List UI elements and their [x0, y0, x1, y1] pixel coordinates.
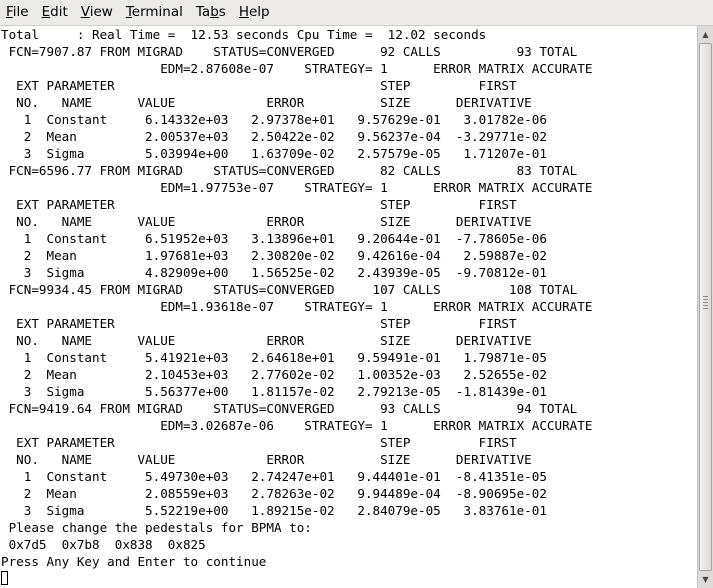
terminal-line: FCN=9419.64 FROM MIGRAD STATUS=CONVERGED 93 CALLS 94 TOTAL: [1, 401, 578, 416]
terminal-line: FCN=9934.45 FROM MIGRAD STATUS=CONVERGED 107 CALLS 108 TOTAL: [1, 282, 578, 297]
terminal-line: 2 Mean 2.10453e+03 2.77602e-02 1.00352e-03 2.52655e-02: [1, 367, 547, 382]
terminal-line: 3 Sigma 5.52219e+00 1.89215e-02 2.84079e-05 3.83761e-01: [1, 503, 547, 518]
terminal-line: 3 Sigma 4.82909e+00 1.56525e-02 2.43939e-05 -9.70812e-01: [1, 265, 547, 280]
menu-terminal[interactable]: Terminal: [125, 4, 183, 20]
terminal-line: NO. NAME VALUE ERROR SIZE DERIVATIVE: [1, 214, 532, 229]
terminal-line: EXT PARAMETER STEP FIRST: [1, 316, 517, 331]
terminal-line: NO. NAME VALUE ERROR SIZE DERIVATIVE: [1, 333, 532, 348]
text-cursor: [1, 571, 8, 585]
scrollbar-grip-icon: [703, 296, 708, 310]
terminal-line: NO. NAME VALUE ERROR SIZE DERIVATIVE: [1, 95, 532, 110]
terminal-line: 1 Constant 6.14332e+03 2.97378e+01 9.57629e-01 3.01782e-06: [1, 112, 547, 127]
terminal-line: Please change the pedestals for BPMA to:: [1, 520, 312, 535]
terminal-line: Press Any Key and Enter to continue: [1, 554, 267, 569]
terminal-line: 2 Mean 2.08559e+03 2.78263e-02 9.94489e-04 -8.90695e-02: [1, 486, 547, 501]
terminal-output[interactable]: [0, 26, 697, 588]
terminal-line: FCN=7907.87 FROM MIGRAD STATUS=CONVERGED 92 CALLS 93 TOTAL: [1, 44, 578, 59]
terminal-line: EDM=2.87608e-07 STRATEGY= 1 ERROR MATRIX ACCURATE: [1, 61, 593, 76]
menu-edit[interactable]: Edit: [41, 4, 68, 20]
vertical-scrollbar[interactable]: [697, 26, 713, 588]
prompt-line: [1, 570, 592, 587]
terminal-line: 0x7d5 0x7b8 0x838 0x825: [1, 537, 206, 552]
terminal-line: EXT PARAMETER STEP FIRST: [1, 78, 517, 93]
menu-tabs[interactable]: Tabs: [195, 4, 226, 20]
terminal-line: 2 Mean 1.97681e+03 2.30820e-02 9.42616e-04 2.59887e-02: [1, 248, 547, 263]
terminal-text: [1, 26, 592, 587]
terminal-line: EDM=3.02687e-06 STRATEGY= 1 ERROR MATRIX ACCURATE: [1, 418, 593, 433]
terminal-line: NO. NAME VALUE ERROR SIZE DERIVATIVE: [1, 452, 532, 467]
terminal-line: FCN=6596.77 FROM MIGRAD STATUS=CONVERGED 82 CALLS 83 TOTAL: [1, 163, 578, 178]
terminal-line: Total : Real Time = 12.53 seconds Cpu Time = 12.02 seconds: [1, 27, 487, 42]
scroll-up-arrow-icon[interactable]: ▲: [702, 30, 709, 39]
terminal-line: 3 Sigma 5.03994e+00 1.63709e-02 2.57579e-05 1.71207e-01: [1, 146, 547, 161]
terminal-line: EDM=1.93618e-07 STRATEGY= 1 ERROR MATRIX ACCURATE: [1, 299, 593, 314]
menu-view[interactable]: View: [80, 4, 113, 20]
terminal-line: 3 Sigma 5.56377e+00 1.81157e-02 2.79213e-05 -1.81439e-01: [1, 384, 547, 399]
scrollbar-thumb[interactable]: [699, 43, 712, 571]
terminal-line: 1 Constant 6.51952e+03 3.13896e+01 9.20644e-01 -7.78605e-06: [1, 231, 547, 246]
terminal-line: EXT PARAMETER STEP FIRST: [1, 197, 517, 212]
terminal-line: 2 Mean 2.00537e+03 2.50422e-02 9.56237e-04 -3.29771e-02: [1, 129, 547, 144]
terminal-line: 1 Constant 5.49730e+03 2.74247e+01 9.44401e-01 -8.41351e-05: [1, 469, 547, 484]
menu-bar: [0, 0, 713, 26]
terminal-line: EXT PARAMETER STEP FIRST: [1, 435, 517, 450]
terminal-line: 1 Constant 5.41921e+03 2.64618e+01 9.59491e-01 1.79871e-05: [1, 350, 547, 365]
menu-file[interactable]: File: [6, 4, 29, 20]
terminal-line: EDM=1.97753e-07 STRATEGY= 1 ERROR MATRIX ACCURATE: [1, 180, 593, 195]
menu-help[interactable]: Help: [238, 4, 270, 20]
scroll-down-arrow-icon[interactable]: ▼: [702, 575, 709, 584]
